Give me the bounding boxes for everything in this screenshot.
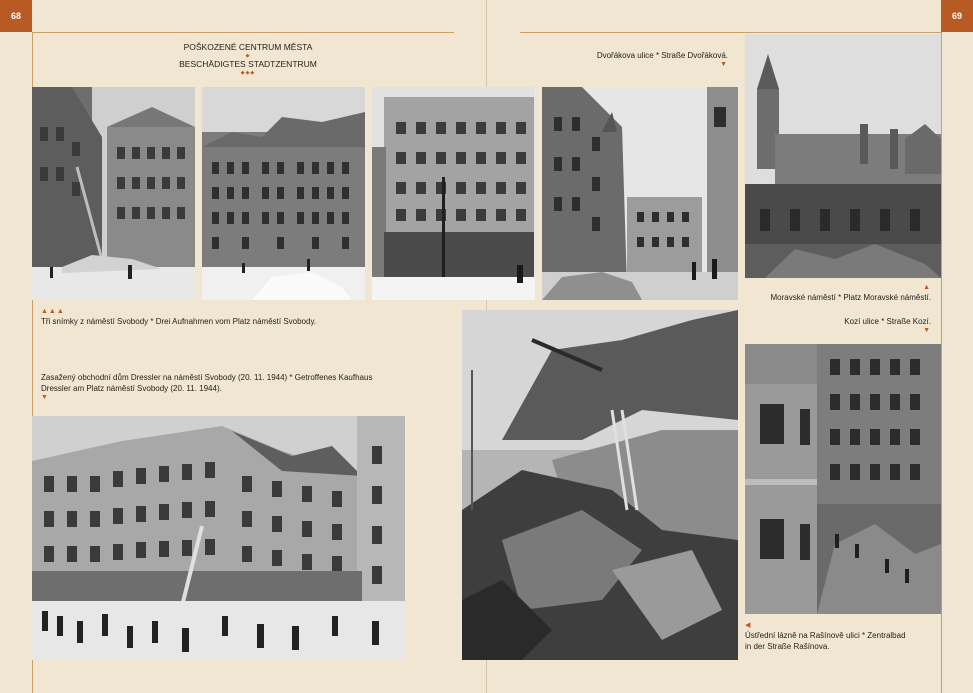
caption-dvorakova-marker: ▼ xyxy=(720,61,728,68)
caption-kozi-text: Kozí ulice * Straße Kozí. xyxy=(844,317,931,326)
margin-rule-right xyxy=(941,32,942,693)
top-rule-left xyxy=(32,32,454,33)
caption-svobody-text: Tři snímky z náměstí Svobody * Drei Aufnahmen vom Platz náměstí Svobody. xyxy=(41,317,317,326)
caption-svobody-three xyxy=(41,308,441,327)
caption-moravske xyxy=(745,284,931,303)
caption-lazne-line2: in der Straße Rašínova. xyxy=(745,642,830,651)
caption-dressler-line2: Dressler am Platz náměstí Svobody (20. 11. 1944). xyxy=(41,384,222,393)
headline-bullet: ◆ xyxy=(245,53,251,59)
headline-german: BESCHÄDIGTES STADTZENTRUM xyxy=(179,59,317,69)
caption-dressler-line1: Zasažený obchodní dům Dressler na náměstí Svobody (20. 11. 1944) * Getroffenes Kaufhaus xyxy=(41,373,373,382)
caption-dressler-marker: ▼ xyxy=(41,394,49,401)
photo-moravske xyxy=(745,34,941,278)
caption-kozi xyxy=(745,316,931,335)
caption-dvorakova xyxy=(560,50,728,69)
caption-moravske-marker: ▲ xyxy=(923,284,931,291)
caption-lazne-line1: Ústřední lázně na Rašínově ulici * Zentralbad xyxy=(745,631,906,640)
photo-dressler xyxy=(32,416,405,660)
photo-dvorakova xyxy=(542,87,738,300)
caption-moravske-text: Moravské náměstí * Platz Moravské náměstí. xyxy=(770,293,931,302)
photo-lazne-ruins xyxy=(462,310,738,660)
headline-bullets: ◆◆◆ xyxy=(240,70,256,76)
photo-kozi xyxy=(745,344,941,614)
caption-kozi-marker: ▼ xyxy=(923,327,931,334)
caption-dressler xyxy=(41,372,441,402)
page-number-right: 69 xyxy=(941,0,973,32)
photo-svobody-2 xyxy=(202,87,365,300)
photo-svobody-1 xyxy=(32,87,195,300)
page-number-left: 68 xyxy=(0,0,32,32)
section-headline xyxy=(150,42,346,77)
headline-czech: POŠKOZENÉ CENTRUM MĚSTA xyxy=(183,42,313,52)
top-rule-right xyxy=(520,32,941,33)
caption-dvorakova-text: Dvořákova ulice * Straße Dvořáková. xyxy=(596,51,728,60)
caption-svobody-marker: ▲▲▲ xyxy=(41,308,65,315)
caption-lazne-marker: ◀ xyxy=(745,622,752,629)
photo-svobody-3 xyxy=(372,87,535,300)
caption-lazne xyxy=(745,622,935,652)
